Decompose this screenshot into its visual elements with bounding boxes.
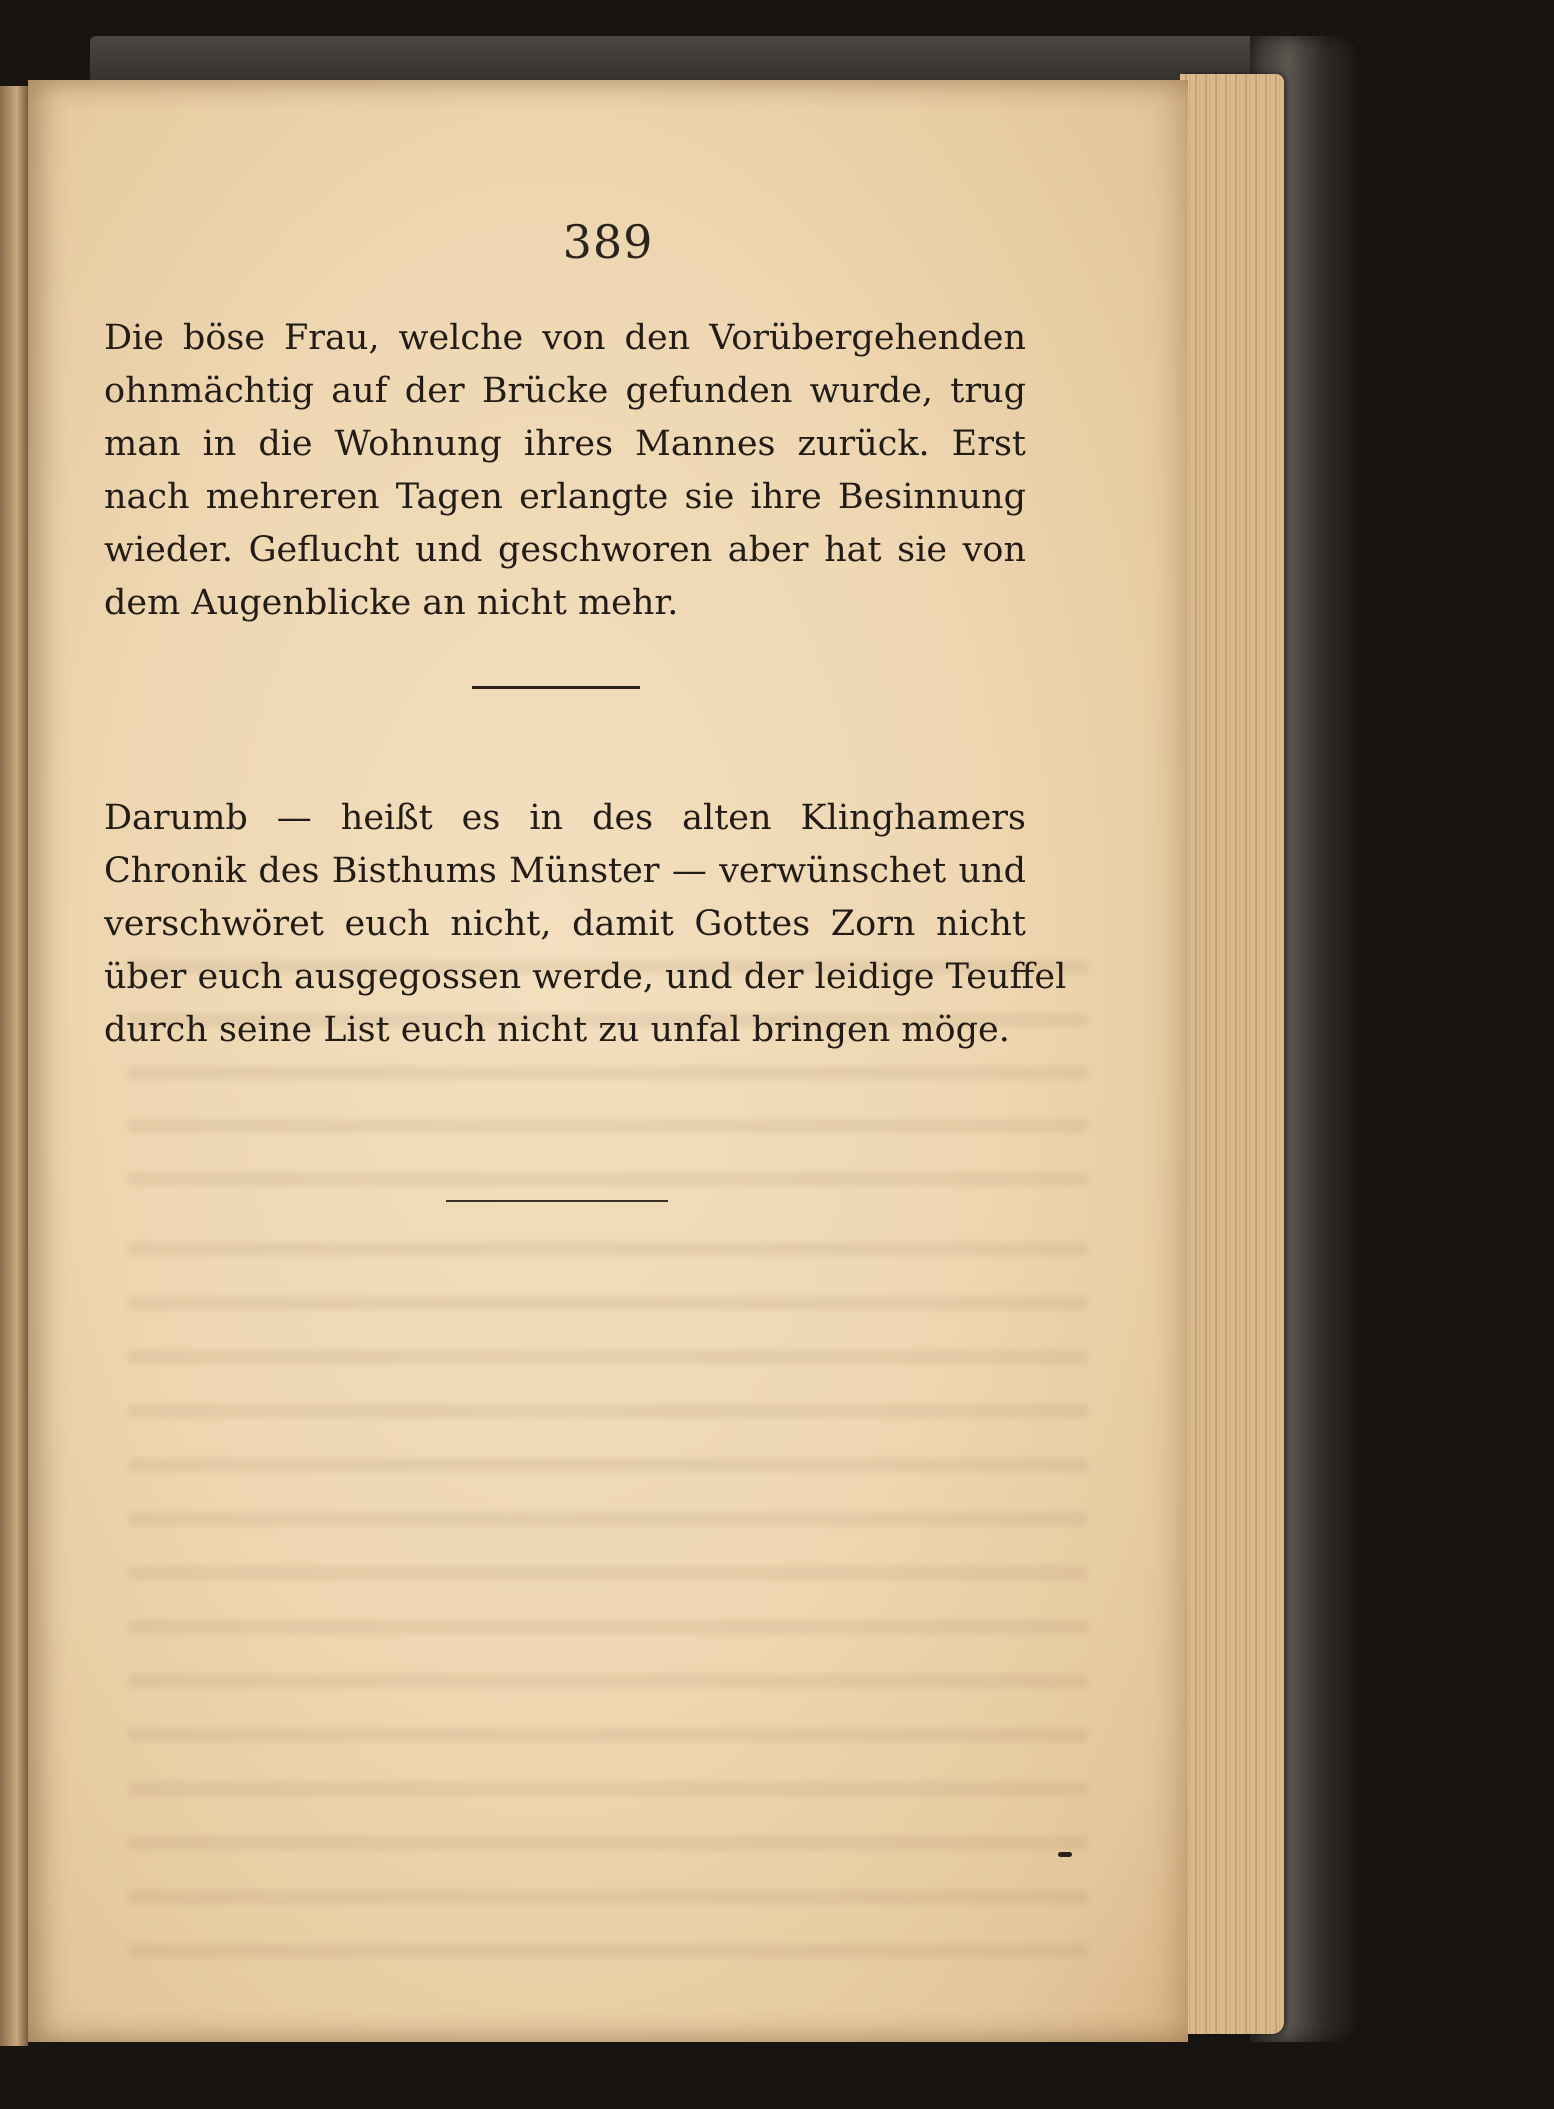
bleed-through-line [128,1296,1088,1310]
book-page [28,80,1188,2042]
bleed-through-line [128,1836,1088,1850]
bleed-through-line [128,1119,1088,1133]
text-line: Die böse Frau, welche von den Vorübergehenden [104,318,1026,358]
bleed-through-line [128,1242,1088,1256]
bleed-through-line [128,1066,1088,1080]
book-cover-top-edge [90,36,1340,84]
text-line: nach mehreren Tagen erlangte sie ihre Besinnung [104,477,1026,517]
text-line: durch seine List euch nicht zu unfal bringen möge. [104,1010,1010,1050]
bleed-through-line [128,1620,1088,1634]
text-line: Darumb — heißt es in des alten Klinghamers [104,798,1026,838]
page-number: 389 [562,215,654,269]
paragraph-1 [104,312,1026,630]
bleed-through-line [128,1890,1088,1904]
text-line: verschwöret euch nicht, damit Gottes Zorn nicht [104,904,1026,944]
text-line: Chronik des Bisthums Münster — verwünschet und [104,851,1026,891]
bleed-through-line [128,1728,1088,1742]
text-line: wieder. Geflucht und geschworen aber hat sie von [104,530,1026,570]
text-line: ohnmächtig auf der Brücke gefunden wurde, trug [104,371,1026,411]
text-line: über euch ausgegossen werde, und der leidige Teuffel [104,957,1067,997]
bleed-through-line [128,1172,1088,1186]
bleed-through-line [128,1944,1088,1958]
bleed-through-line [128,1782,1088,1796]
page-block-edges [1180,74,1284,2034]
text-line: dem Augenblicke an nicht mehr. [104,583,679,623]
facing-page-edge [0,86,28,2046]
bleed-through-line [128,1350,1088,1364]
text-line: man in die Wohnung ihres Mannes zurück. Erst [104,424,1026,464]
end-divider [446,1200,668,1202]
bleed-through-line [128,1458,1088,1472]
bleed-through-line [128,1404,1088,1418]
paragraph-2 [104,792,1067,1057]
bleed-through-line [128,1512,1088,1526]
bleed-through-line [128,1566,1088,1580]
section-divider [472,686,640,689]
bleed-through-line [128,1674,1088,1688]
ink-speck [1058,1852,1072,1857]
